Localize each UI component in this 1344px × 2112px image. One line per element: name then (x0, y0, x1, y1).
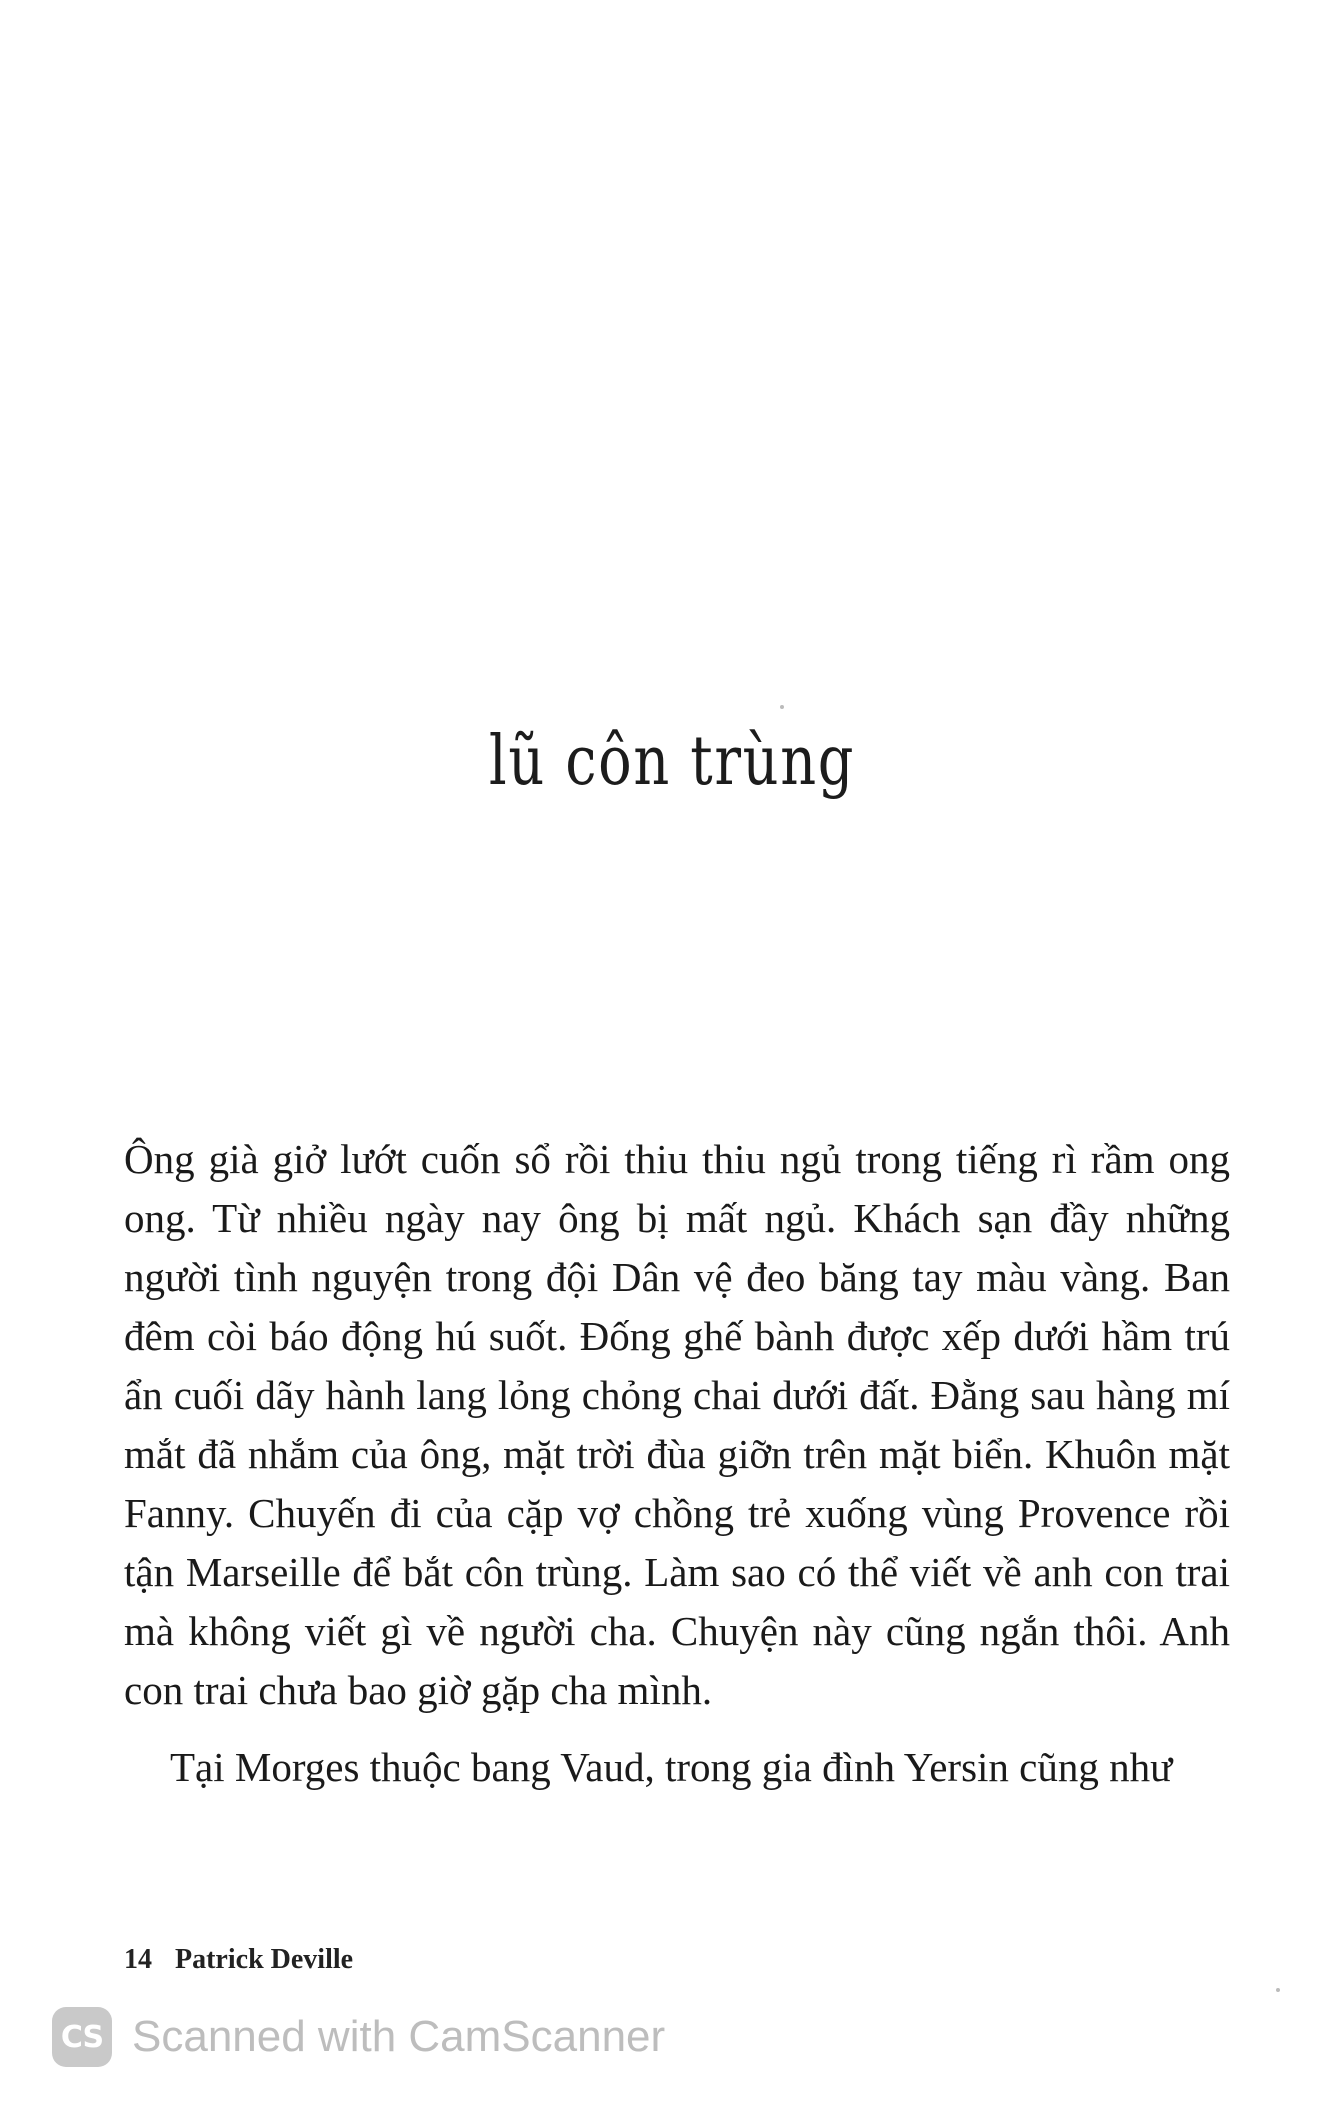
running-footer-author: Patrick Deville (175, 1944, 354, 1975)
watermark-text: Scanned with CamScanner (132, 2012, 666, 2061)
body-text (124, 1130, 1230, 1797)
paragraph: Ông già giở lướt cuốn sổ rồi thiu thiu ngủ trong tiếng rì rầm ong ong. Từ nhiều ngày nay ông bị mất ngủ. Khách sạn đầy những người tình nguyện trong đội Dân vệ đeo băng tay màu vàng. Ban đêm còi báo động hú suốt. Đống ghế bành được xếp dưới hầm trú ẩn cuối dãy hành lang lỏng chỏng chai dưới đất. Đằng sau hàng mí mắt đã nhắm của ông, mặt trời đùa giỡn trên mặt biển. Khuôn mặt Fanny. Chuyến đi của cặp vợ chồng trẻ xuống vùng Provence rồi tận Marseille để bắt côn trùng. Làm sao có thể viết về anh con trai mà không viết gì về người cha. Chuyện này cũng ngắn thôi. Anh con trai chưa bao giờ gặp cha mình. (124, 1136, 1230, 1713)
chapter-title: lũ côn trùng (488, 722, 856, 801)
camscanner-logo-icon: CS (52, 2007, 112, 2067)
paragraph: Tại Morges thuộc bang Vaud, trong gia đình Yersin cũng như (170, 1744, 1173, 1790)
scan-speck (780, 705, 784, 709)
camscanner-watermark (52, 2002, 665, 2072)
page-number: 14 (124, 1944, 152, 1975)
scan-speck (1276, 1988, 1280, 1992)
page-footer (124, 1944, 353, 1976)
